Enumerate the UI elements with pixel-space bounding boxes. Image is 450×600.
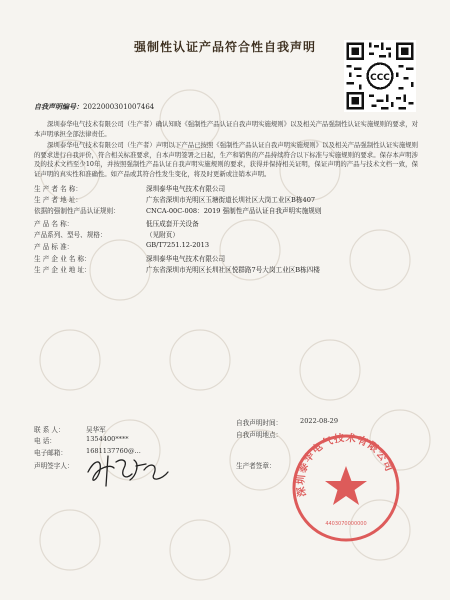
paragraph-2: 深圳泰华电气技术有限公司（生产者）声明以下产品已按照《强制性产品认证自我声明实施规则》以及相关产品强制性认证实施规则的要求进行自我评价，符合相关标准要求，自本声明签署之日起，生产和销售的产品持续符合以下标准与实施规则的要求。保存本声明涉及的技术文档至少10年，并按照强制性产品认证自我声明实施规则的要求，获得并保持相关证明，保证声明的产品与技术文档一致，保证声明的真实性和准确性。如产品或其符合性发生变化，将及时更新或注销本声明。: [34, 141, 418, 178]
company-seal-icon: [288, 430, 404, 546]
email-label: 电子邮箱：: [34, 449, 67, 457]
serial-value: 2022000301007464: [83, 103, 155, 111]
svg-text:深圳泰华电气技术有限公司: 深圳泰华电气技术有限公司: [295, 432, 395, 498]
field-label: 生 产 企 业 地 址：: [34, 266, 91, 274]
contact-value: 吴华军: [86, 426, 106, 434]
qr-code-icon: [344, 40, 416, 112]
producer-seal-label: 生产者签章：: [236, 462, 276, 470]
field-value: CNCA-00C-008：2019 强制性产品认证自我声明实施规则: [146, 207, 322, 215]
field-value: （见附页）: [146, 231, 179, 239]
field-label: 产 品 名 称：: [34, 220, 74, 228]
contact-label: 联 系 人：: [34, 426, 65, 434]
signature-scribble: [84, 450, 174, 490]
email-value: 1681137760@...: [86, 447, 141, 455]
serial-number: [34, 102, 154, 112]
svg-text:CCC: CCC: [370, 73, 390, 84]
svg-text:4403070000000: 4403070000000: [325, 521, 367, 527]
serial-label: 自我声明编号：: [34, 102, 83, 111]
field-label: 产 品 标 准：: [34, 243, 74, 251]
field-label: 生 产 者 地 址：: [34, 196, 82, 204]
field-label: 生 产 企 业 名 称：: [34, 255, 91, 263]
phone-label: 电 话：: [34, 437, 56, 445]
field-value: 广东省深圳市光明区长圳社区悦群路7号大岗工业区B栋四楼: [146, 266, 320, 274]
place-label: 自我声明地点：: [236, 431, 283, 439]
field-row: [34, 253, 424, 263]
field-row: [34, 183, 424, 193]
field-value: 深圳泰华电气技术有限公司: [146, 185, 226, 193]
field-value: 深圳泰华电气技术有限公司: [146, 255, 226, 263]
date-label: 自我声明时间：: [236, 419, 283, 427]
field-value: 广东省深圳市光明区玉塘街道长圳社区大岗工业区B栋407: [146, 196, 316, 204]
date-value: 2022-08-29: [300, 417, 339, 425]
field-label: 产品系列、型号、规格：: [34, 231, 107, 239]
signer-label: 声明签字人：: [34, 462, 74, 470]
field-label: 生 产 者 名 称：: [34, 185, 82, 193]
field-row: [34, 229, 424, 239]
phone-value: 1354400****: [86, 435, 129, 443]
field-row: [34, 205, 424, 215]
field-row: [34, 264, 424, 274]
field-row: [34, 218, 424, 228]
field-value: 低压成套开关设备: [146, 220, 199, 228]
field-label: 依据的强制性产品认证规则：: [34, 207, 120, 215]
document-title: 强制性认证产品符合性自我声明: [133, 40, 316, 54]
paragraph-1: 深圳泰华电气技术有限公司（生产者）确认知晓《强制性产品认证自我声明实施规则》以及相关产品强制性认证实施规则的要求，对本声明承担全部法律责任。: [34, 120, 418, 138]
field-row: [34, 194, 424, 204]
field-value: GB/T7251.12-2013: [146, 241, 210, 249]
field-row: [34, 241, 424, 251]
